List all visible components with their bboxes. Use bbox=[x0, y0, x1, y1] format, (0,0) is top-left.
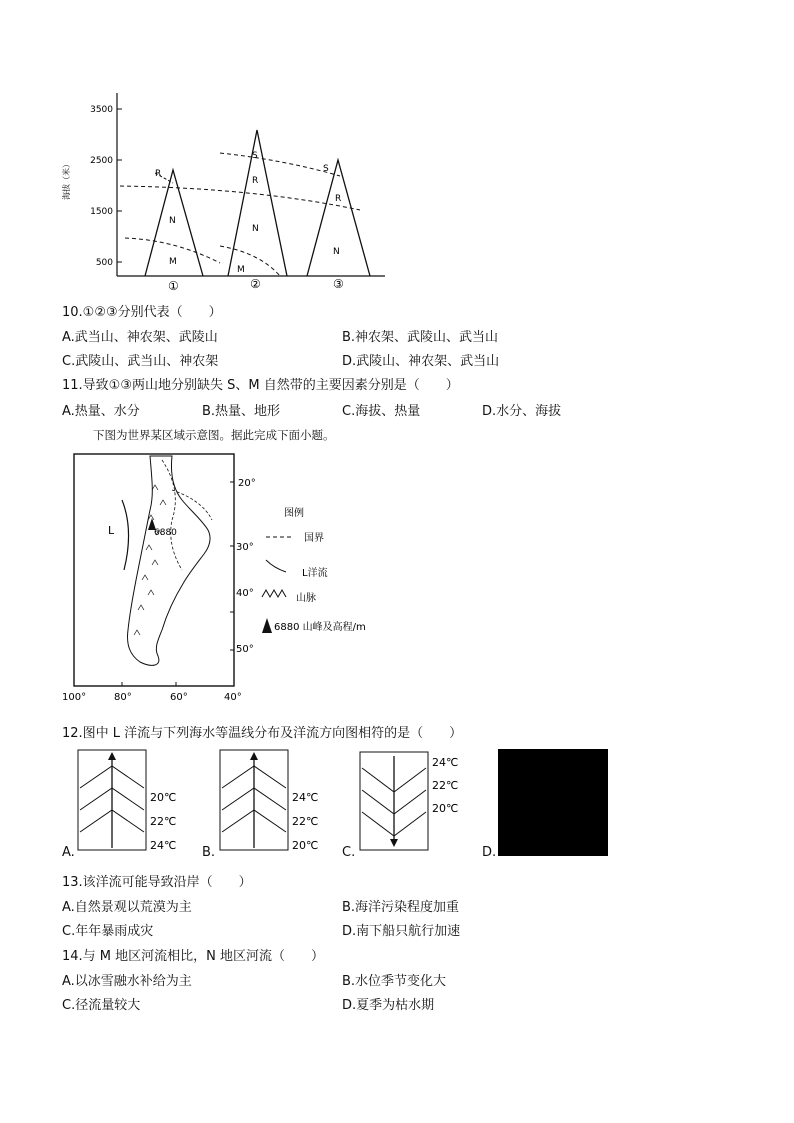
question-10-stem: 10.①②③分别代表（ ） bbox=[62, 305, 222, 320]
mountain-zones-figure bbox=[55, 88, 395, 296]
zone-label: R bbox=[335, 194, 342, 204]
zone-label: S bbox=[323, 164, 329, 174]
q11-option-c[interactable]: C.海拔、热量 bbox=[342, 404, 421, 419]
q10-option-b[interactable]: B.神农架、武陵山、武当山 bbox=[342, 330, 499, 345]
legend-mountain: 山脉 bbox=[296, 593, 316, 604]
q11-option-a[interactable]: A.热量、水分 bbox=[62, 404, 140, 419]
q14-option-d[interactable]: D.夏季为枯水期 bbox=[342, 998, 435, 1013]
lon-tick: 60° bbox=[170, 692, 188, 703]
question-11-stem: 11.导致①③两山地分别缺失 S、M 自然带的主要因素分别是（ ） bbox=[62, 378, 459, 393]
question-14-stem: 14.与 M 地区河流相比，N 地区河流（ ） bbox=[62, 949, 325, 964]
isotherm-label: 24℃ bbox=[150, 839, 177, 852]
q11-option-d[interactable]: D.水分、海拔 bbox=[482, 404, 562, 419]
mountain-number: ① bbox=[168, 279, 179, 293]
lat-tick: 20° bbox=[238, 478, 256, 489]
q12-option-b-letter[interactable]: B. bbox=[202, 845, 216, 860]
q14-option-b[interactable]: B.水位季节变化大 bbox=[342, 974, 447, 989]
q10-option-a[interactable]: A.武当山、神农架、武陵山 bbox=[62, 330, 218, 345]
q13-option-b[interactable]: B.海洋污染程度加重 bbox=[342, 900, 460, 915]
y-axis-label: 海拔（米） bbox=[62, 160, 71, 200]
triangle-icon bbox=[262, 618, 272, 633]
mountain-number: ③ bbox=[333, 277, 344, 291]
q12-option-d-letter[interactable]: D. bbox=[482, 845, 497, 860]
lon-tick: 40° bbox=[224, 692, 242, 703]
zone-label: N bbox=[252, 224, 259, 234]
isotherm-label: 22℃ bbox=[292, 815, 319, 828]
lat-tick: 30° bbox=[236, 542, 254, 553]
isotherm-label: 20℃ bbox=[432, 802, 459, 815]
q14-option-c[interactable]: C.径流量较大 bbox=[62, 998, 141, 1013]
zone-label: N bbox=[333, 247, 340, 257]
q10-option-c[interactable]: C.武陵山、武当山、神农架 bbox=[62, 354, 219, 369]
zone-label: M bbox=[169, 257, 177, 267]
q12-option-a-letter[interactable]: A. bbox=[62, 845, 75, 860]
legend-title: 图例 bbox=[284, 508, 304, 519]
q12-option-b-diagram[interactable] bbox=[218, 748, 338, 854]
south-america-map bbox=[62, 450, 392, 708]
zone-label: N bbox=[169, 216, 176, 226]
isotherm-label: 20℃ bbox=[292, 839, 319, 852]
q12-option-c-letter[interactable]: C. bbox=[342, 845, 356, 860]
y-tick: 2500 bbox=[90, 156, 113, 166]
q10-option-d[interactable]: D.武陵山、神农架、武当山 bbox=[342, 354, 500, 369]
y-tick: 3500 bbox=[90, 105, 113, 115]
y-tick: 1500 bbox=[90, 207, 113, 217]
lon-tick: 80° bbox=[114, 692, 132, 703]
current-label: L bbox=[108, 524, 115, 537]
legend-current: L洋流 bbox=[302, 568, 328, 579]
lat-tick: 40° bbox=[236, 588, 254, 599]
q13-option-d[interactable]: D.南下船只航行加速 bbox=[342, 924, 461, 939]
peak-label: 6880 bbox=[154, 528, 177, 538]
question-12-stem: 12.图中 L 洋流与下列海水等温线分布及洋流方向图相符的是（ ） bbox=[62, 726, 463, 741]
legend-peak: 6880 山峰及高程/m bbox=[274, 622, 366, 633]
zone-label: R bbox=[252, 176, 259, 186]
q13-option-a[interactable]: A.自然景观以荒漠为主 bbox=[62, 900, 192, 915]
q12-option-c-diagram[interactable] bbox=[358, 750, 478, 854]
q12-option-d-diagram[interactable] bbox=[498, 749, 608, 856]
isotherm-label: 22℃ bbox=[150, 815, 177, 828]
legend-border: 国界 bbox=[304, 533, 324, 544]
isotherm-label: 22℃ bbox=[432, 779, 459, 792]
question-13-stem: 13.该洋流可能导致沿岸（ ） bbox=[62, 875, 252, 890]
y-tick: 500 bbox=[95, 258, 113, 268]
zone-label: R bbox=[155, 169, 162, 179]
isotherm-label: 24℃ bbox=[292, 791, 319, 804]
lat-tick: 50° bbox=[236, 644, 254, 655]
q14-option-a[interactable]: A.以冰雪融水补给为主 bbox=[62, 974, 192, 989]
mountain-number: ② bbox=[250, 277, 261, 291]
isotherm-label: 24℃ bbox=[432, 756, 459, 769]
q13-option-c[interactable]: C.年年暴雨成灾 bbox=[62, 924, 154, 939]
lon-tick: 100° bbox=[62, 692, 87, 703]
q11-option-b[interactable]: B.热量、地形 bbox=[202, 404, 281, 419]
isotherm-label: 20℃ bbox=[150, 791, 177, 804]
section-intro: 下图为世界某区域示意图。据此完成下面小题。 bbox=[93, 428, 335, 442]
zone-label: M bbox=[237, 265, 245, 275]
q12-option-a-diagram[interactable] bbox=[76, 748, 196, 854]
zone-label: S bbox=[252, 151, 258, 161]
